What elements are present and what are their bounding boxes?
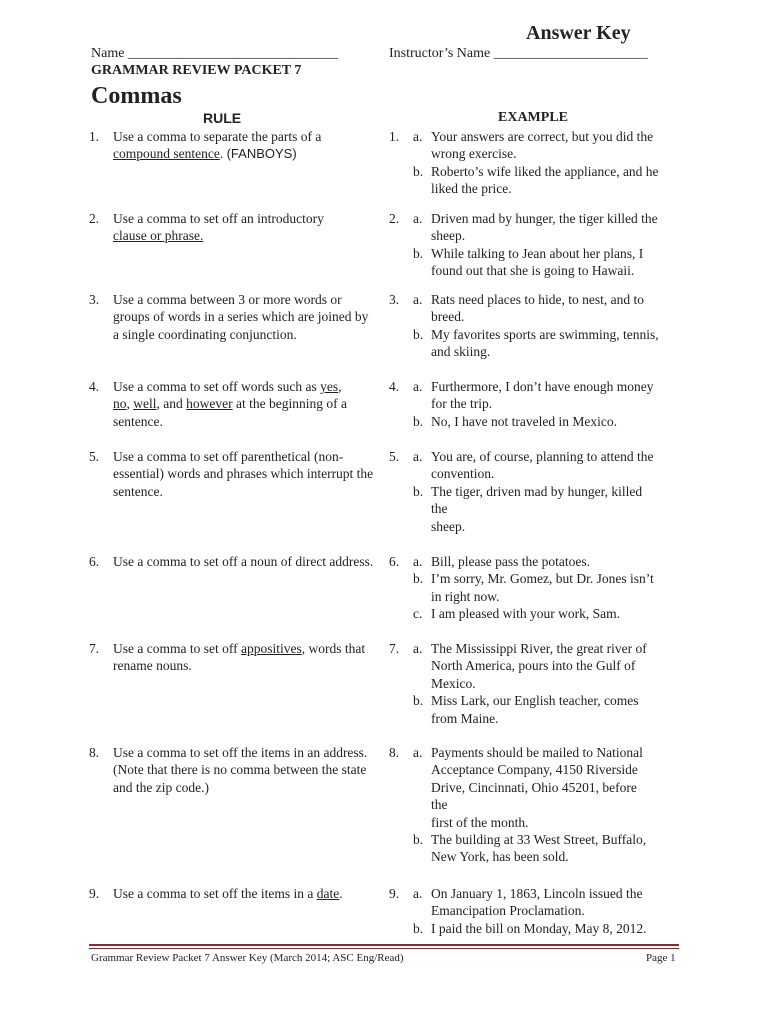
example-text: the [431, 797, 448, 813]
example-number: 6. [389, 554, 400, 569]
rule-term-underlined: clause or phrase. [113, 228, 204, 244]
example-text: liked the price. [431, 181, 512, 197]
example-text: The building at 33 West Street, Buffalo, [431, 832, 647, 848]
example-letter: c. [413, 606, 423, 622]
example-text: The Mississippi River, the great river of [431, 641, 647, 656]
example-letter [413, 675, 431, 692]
example-letter: b. [413, 163, 424, 179]
example-letter: a. [413, 554, 423, 569]
example-text: My favorites sports are swimming, tennis, [431, 326, 659, 342]
example-text: from Maine. [431, 710, 499, 726]
example-line [413, 448, 693, 465]
example-letter: a. [413, 745, 423, 760]
example-letter [413, 761, 431, 778]
example-letter: a. [413, 292, 423, 307]
example-line [413, 848, 693, 865]
rule-column-heading: RULE [203, 110, 242, 126]
example-line [413, 570, 693, 587]
example-text: breed. [431, 309, 465, 325]
example-text: I’m sorry, Mr. Gomez, but Dr. Jones isn’t [431, 571, 654, 587]
rule-text-part: Use a comma to set off the items in a [113, 886, 317, 901]
example-text: Emancipation Proclamation. [431, 903, 585, 919]
example-text: Acceptance Company, 4150 Riverside [431, 762, 638, 778]
example-line [413, 692, 693, 709]
example-letter [413, 848, 431, 865]
rule-term-underlined: yes [320, 379, 339, 394]
rule-number: 1. [89, 129, 100, 144]
example-number: 2. [389, 211, 400, 226]
rule-term-underlined: however [186, 396, 233, 412]
example-line [413, 326, 693, 343]
rule-number: 9. [89, 886, 100, 901]
rule-text: Use a comma between 3 or more words or groups of words in a series which are joined by a single coordinating conjunction. [113, 292, 369, 342]
example-line [413, 605, 693, 622]
example-block [413, 553, 693, 623]
example-line [413, 128, 693, 145]
example-text: the [431, 501, 448, 517]
example-text: first of the month. [431, 814, 529, 830]
example-letter [413, 308, 431, 325]
example-block [413, 210, 693, 280]
example-line [413, 640, 693, 657]
rule-text [113, 378, 375, 430]
example-text: New York, has been sold. [431, 849, 569, 865]
example-line [413, 657, 693, 674]
example-text: convention. [431, 466, 495, 482]
example-letter [413, 657, 431, 674]
example-line [413, 588, 693, 605]
example-letter: a. [413, 379, 423, 394]
example-letter [413, 227, 431, 244]
example-letter [413, 465, 431, 482]
example-letter [413, 262, 431, 279]
rule-text-part: Use a comma to set off [113, 641, 241, 656]
rule-text-part: , [126, 396, 134, 412]
example-letter [413, 779, 431, 796]
example-line [413, 518, 693, 535]
example-line [413, 483, 693, 500]
rule-number: 2. [89, 211, 100, 226]
example-letter: b. [413, 413, 424, 429]
example-line [413, 163, 693, 180]
example-block [413, 128, 693, 198]
example-line [413, 796, 693, 813]
example-letter: b. [413, 693, 424, 709]
page-number: Page 1 [646, 952, 676, 964]
rule-number: 6. [89, 554, 100, 569]
example-line [413, 885, 693, 902]
example-text: sheep. [431, 518, 466, 534]
example-letter [413, 500, 431, 517]
section-title: Commas [91, 83, 182, 109]
example-text: Miss Lark, our English teacher, comes [431, 693, 639, 709]
example-text: sheep. [431, 228, 466, 244]
example-letter: a. [413, 449, 423, 464]
answer-key-heading: Answer Key [526, 22, 631, 44]
example-letter: b. [413, 245, 424, 261]
example-column-heading: EXAMPLE [498, 110, 568, 125]
example-text: for the trip. [431, 396, 493, 412]
example-text: Drive, Cincinnati, Ohio 45201, before [431, 779, 637, 795]
example-number: 1. [389, 129, 400, 144]
example-letter [413, 710, 431, 727]
example-text: No, I have not traveled in Mexico. [431, 413, 617, 429]
example-line [413, 831, 693, 848]
example-letter: b. [413, 483, 424, 499]
example-letter [413, 518, 431, 535]
example-line [413, 465, 693, 482]
example-block [413, 744, 693, 866]
example-line [413, 902, 693, 919]
example-line [413, 245, 693, 262]
example-line [413, 343, 693, 360]
example-line [413, 308, 693, 325]
example-letter: a. [413, 886, 423, 901]
rule-number: 4. [89, 379, 100, 394]
example-line [413, 262, 693, 279]
example-text: While talking to Jean about her plans, I [431, 245, 644, 261]
instructor-name-line: Instructor’s Name ______________________ [389, 46, 648, 61]
example-line [413, 413, 693, 430]
example-letter [413, 145, 431, 162]
rule-text-part: (FANBOYS) [226, 146, 297, 162]
example-block [413, 885, 693, 937]
example-number: 9. [389, 886, 400, 901]
rule-text-part: , words that rename nouns. [113, 641, 366, 674]
example-text: Furthermore, I don’t have enough money [431, 379, 654, 394]
example-text: Rats need places to hide, to nest, and to [431, 292, 644, 307]
example-line [413, 180, 693, 197]
rule-text [113, 885, 375, 902]
example-line [413, 500, 693, 517]
rule-text [113, 128, 375, 163]
example-line [413, 710, 693, 727]
example-block [413, 291, 693, 361]
example-letter [413, 395, 431, 412]
example-line [413, 378, 693, 395]
rule-text [113, 640, 375, 675]
example-block [413, 378, 693, 430]
example-letter [413, 902, 431, 919]
example-text: Roberto’s wife liked the appliance, and he [431, 163, 659, 179]
footer-divider [89, 944, 679, 946]
rule-number: 8. [89, 745, 100, 760]
example-letter: b. [413, 571, 424, 587]
packet-title: GRAMMAR REVIEW PACKET 7 [91, 63, 302, 78]
example-block [413, 448, 693, 535]
rule-text: Use a comma to set off the items in an address. (Note that there is no comma between the state and the zip code.) [113, 745, 368, 795]
footer-document-info: Grammar Review Packet 7 Answer Key (March 2014; ASC Eng/Read) [91, 952, 404, 964]
example-text: Payments should be mailed to National [431, 745, 643, 760]
example-line [413, 553, 693, 570]
rule-number: 3. [89, 292, 100, 307]
footer-divider [89, 948, 679, 949]
example-line [413, 675, 693, 692]
rule-term-underlined: compound sentence [113, 146, 220, 162]
example-text: The tiger, driven mad by hunger, killed [431, 483, 643, 499]
example-line [413, 210, 693, 227]
example-letter [413, 343, 431, 360]
example-letter: b. [413, 920, 424, 936]
example-text: You are, of course, planning to attend the [431, 449, 654, 464]
example-line [413, 744, 693, 761]
example-line [413, 227, 693, 244]
rule-text-part: Use a comma to separate the parts of a [113, 129, 322, 144]
rule-text-part: . [339, 886, 343, 901]
example-line [413, 814, 693, 831]
name-field-line: Name ______________________________ [91, 46, 338, 61]
example-text: North America, pours into the Gulf of [431, 658, 636, 674]
example-text: and skiing. [431, 344, 491, 360]
example-line [413, 291, 693, 308]
example-number: 4. [389, 379, 400, 394]
rule-text: Use a comma to set off parenthetical (non-essential) words and phrases which interrupt the sentence. [113, 449, 374, 499]
example-text: I am pleased with your work, Sam. [431, 606, 620, 622]
example-text: Your answers are correct, but you did the [431, 129, 654, 144]
rule-text [113, 210, 375, 245]
example-number: 5. [389, 449, 400, 464]
example-letter: a. [413, 129, 423, 144]
example-line [413, 395, 693, 412]
example-text: found out that she is going to Hawaii. [431, 263, 635, 279]
example-letter [413, 588, 431, 605]
example-text: Driven mad by hunger, the tiger killed the [431, 211, 658, 226]
rule-term-underlined: well [133, 396, 157, 412]
example-block [413, 640, 693, 727]
rule-number: 7. [89, 641, 100, 656]
example-line [413, 761, 693, 778]
example-line [413, 145, 693, 162]
rule-text-part: . [219, 146, 227, 162]
example-letter: b. [413, 326, 424, 342]
rule-text-part: , [338, 379, 342, 394]
rule-text: Use a comma to set off a noun of direct address. [113, 554, 374, 569]
rule-text-part: Use a comma to set off an introductory [113, 211, 324, 226]
example-letter [413, 180, 431, 197]
example-text: On January 1, 1863, Lincoln issued the [431, 886, 643, 901]
rule-term-underlined: appositives [240, 641, 302, 656]
example-line [413, 920, 693, 937]
rule-term-underlined: no [113, 396, 127, 412]
example-number: 3. [389, 292, 400, 307]
example-text: in right now. [431, 588, 500, 604]
example-letter: a. [413, 211, 423, 226]
rule-number: 5. [89, 449, 100, 464]
example-text: wrong exercise. [431, 146, 517, 162]
rule-text-part: at the beginning of a sentence. [113, 396, 347, 429]
rule-term-underlined: date [316, 886, 340, 901]
example-text: I paid the bill on Monday, May 8, 2012. [431, 920, 647, 936]
example-text: Mexico. [431, 675, 476, 691]
rule-text-part: Use a comma to set off words such as [113, 379, 321, 394]
example-letter: b. [413, 832, 424, 848]
example-line [413, 779, 693, 796]
example-letter [413, 814, 431, 831]
example-letter [413, 796, 431, 813]
example-number: 8. [389, 745, 400, 760]
example-text: Bill, please pass the potatoes. [431, 554, 590, 569]
example-number: 7. [389, 641, 400, 656]
rule-text-part: , and [156, 396, 187, 412]
example-letter: a. [413, 641, 423, 656]
